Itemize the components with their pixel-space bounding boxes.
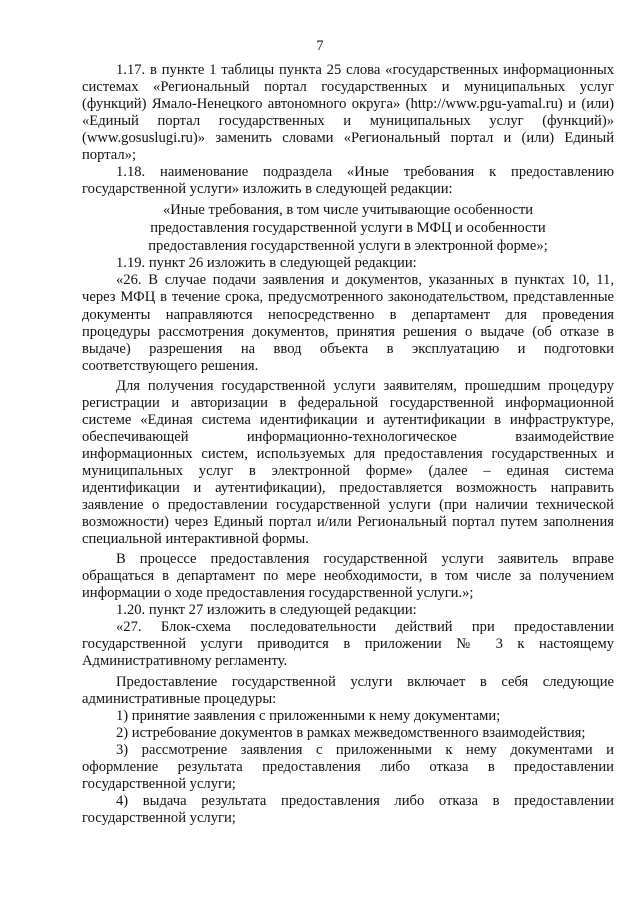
page-number: 7	[316, 38, 324, 54]
quote-line-2: предоставления государственной услуги в МФЦ и особенности	[150, 220, 546, 237]
paragraph-1-18: 1.18. наименование подраздела «Иные требования к предоставлению государственной услуги» изложить в следующей редакции:	[82, 164, 614, 198]
paragraph-includes: Предоставление государственной услуги включает в себя следующие административные процедуры:	[82, 673, 614, 707]
procedure-item-1: 1) принятие заявления с приложенными к нему документами;	[116, 707, 501, 724]
paragraph-26: «26. В случае подачи заявления и документов, указанных в пунктах 10, 11, через МФЦ в течение срока, предусмотренного законодательством, представленные документы направляются непосредственно в департамент для проведения процедуры рассмотрения документов, принятия решения о выдаче (об отказе в выдаче) разрешения на ввод объекта в эксплуатацию и подготовки соответствующего решения.	[82, 272, 614, 374]
document-body	[82, 62, 614, 827]
paragraph-process: В процессе предоставления государственной услуги заявитель вправе обращаться в департамент по мере необходимости, в том числе за получением информации о ходе предоставления государственной услуги.»;	[82, 551, 614, 602]
paragraph-1-19: 1.19. пункт 26 изложить в следующей редакции:	[116, 255, 417, 272]
paragraph-1-20: 1.20. пункт 27 изложить в следующей редакции:	[116, 602, 417, 619]
procedure-item-2: 2) истребование документов в рамках межведомственного взаимодействия;	[116, 724, 586, 741]
procedure-item-4: 4) выдача результата предоставления либо отказа в предоставлении государственной услуги;	[82, 792, 614, 826]
paragraph-1-17: 1.17. в пункте 1 таблицы пункта 25 слова «государственных информационных системах «Региональный портал государственных и муниципальных услуг (функций) Ямало-Ненецкого автономного округа» (http://www.pgu-yamal.ru) и (или) «Единый портал государственных и муниципальных услуг (функций)» (www.gosuslugi.ru)» заменить словами «Региональный портал и (или) Единый портал»;	[82, 62, 614, 164]
quote-line-3: предоставления государственной услуги в электронной форме»;	[148, 238, 548, 255]
procedure-item-3: 3) рассмотрение заявления с приложенными к нему документами и оформление результата предоставления либо отказа в предоставлении государственной услуги;	[82, 741, 614, 792]
paragraph-27: «27. Блок-схема последовательности действий при предоставлении государственной услуги приводится в приложении № 3 к настоящему Административному регламенту.	[82, 619, 614, 670]
quote-line-1: «Иные требования, в том числе учитывающие особенности	[162, 202, 534, 219]
new-subsection-title	[82, 201, 614, 255]
paragraph-esia: Для получения государственной услуги заявителям, прошедшим процедуру регистрации и авторизации в федеральной государственной информационной системе «Единая система идентификации и аутентификации в инфраструктуре, обеспечивающей информационно-технологическое взаимодействие информационных систем, используемых для предоставления государственных и муниципальных услуг в электронной форме» (далее – единая система идентификации и аутентификации), предоставляется возможность направить заявление о предоставлении государственной услуги (при наличии технической возможности) через Единый портал и/или Региональный портал путем заполнения специальной интерактивной формы.	[82, 377, 614, 548]
